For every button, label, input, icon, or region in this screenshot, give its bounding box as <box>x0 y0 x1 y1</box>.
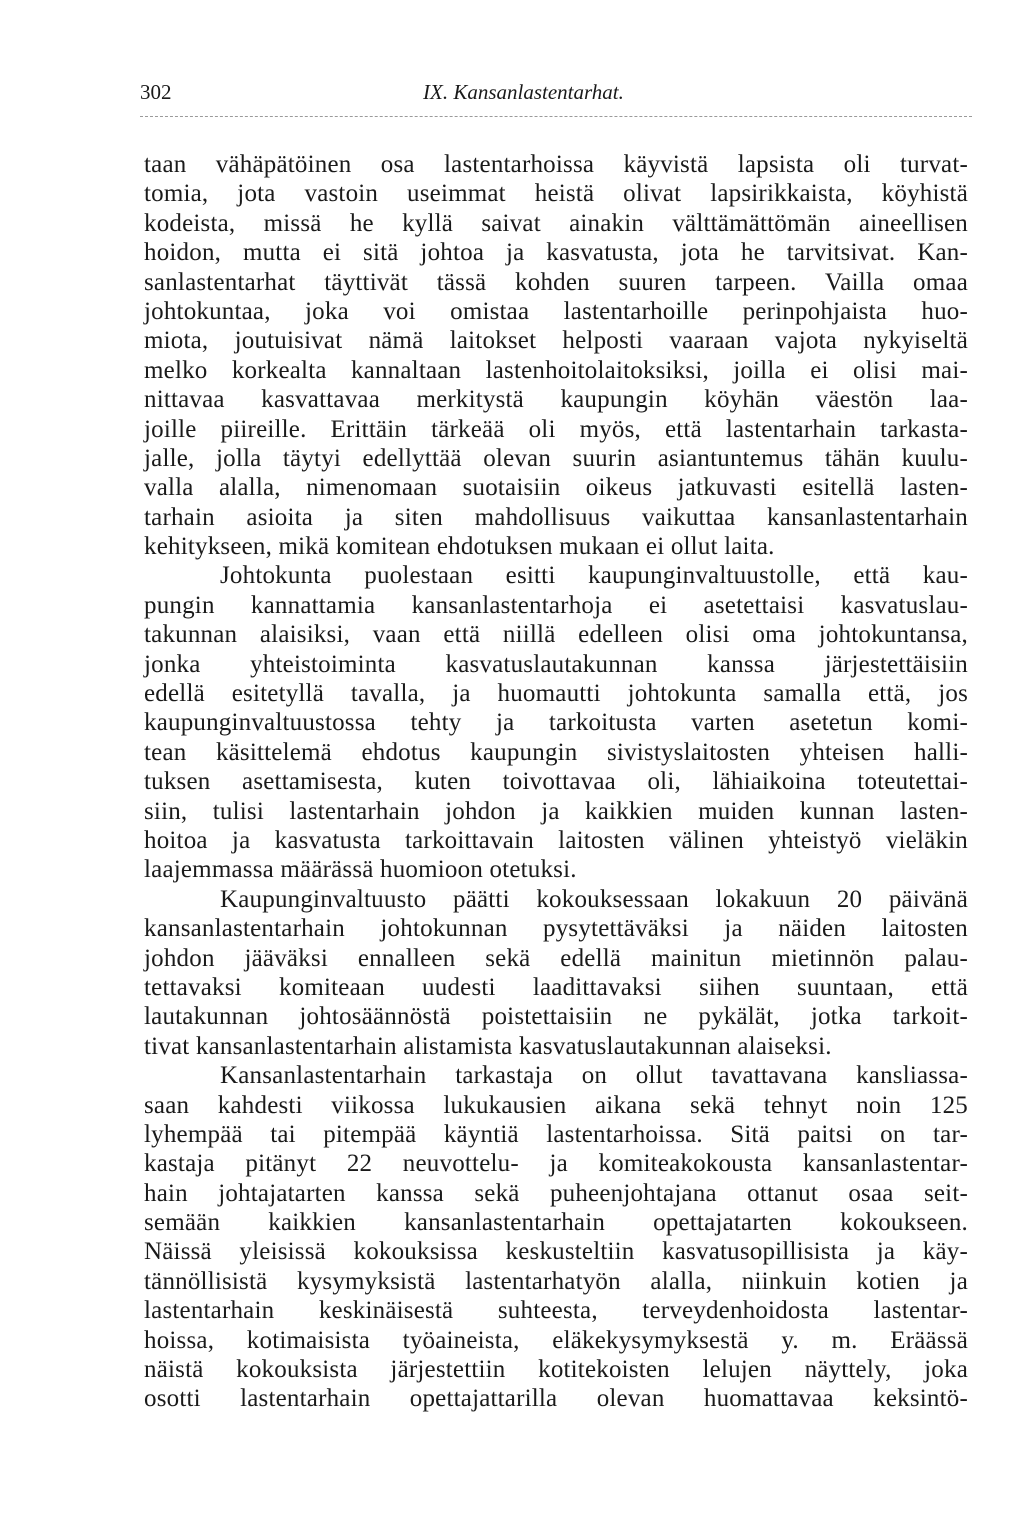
text-line: lyhempää tai pitempää käyntiä lastentarhoissa. Sitä paitsi on tar- <box>144 1120 968 1148</box>
text-line: hoitoa ja kasvatusta tarkoittavain laitosten välinen yhteistyö vieläkin <box>144 826 968 854</box>
text-line: hoissa, kotimaisista työaineista, eläkekysymyksestä y. m. Eräässä <box>144 1326 968 1354</box>
text-line: kaupunginvaltuustossa tehty ja tarkoitusta varten asetetun komi- <box>144 709 968 737</box>
text-line: tomia, jota vastoin useimmat heistä olivat lapsirikkaista, köyhistä <box>144 180 968 208</box>
text-line: hain johtajatarten kanssa sekä puheenjohtajana ottanut osaa seit- <box>144 1179 968 1207</box>
text-line: johtokuntaa, joka voi omistaa lastentarhoille perinpohjaista huo- <box>144 297 968 325</box>
text-line: kastaja pitänyt 22 neuvottelu- ja komiteakokousta kansanlastentar- <box>144 1150 968 1178</box>
text-line: laajemmassa määrässä huomioon otetuksi. <box>144 856 577 884</box>
text-line: tarhain asioita ja siten mahdollisuus vaikuttaa kansanlastentarhain <box>144 503 968 531</box>
text-line: tean käsittelemä ehdotus kaupungin sivistyslaitosten yhteisen halli- <box>144 738 968 766</box>
text-line: kansanlastentarhain johtokunnan pysytettäväksi ja näiden laitosten <box>144 915 968 943</box>
text-line: Johtokunta puolestaan esitti kaupunginvaltuustolle, että kau- <box>220 562 968 590</box>
text-line: saan kahdesti viikossa lukukausien aikana sekä tehnyt noin 125 <box>144 1091 968 1119</box>
header-rule <box>140 116 972 117</box>
page-number: 302 <box>140 80 172 104</box>
text-line: Näissä yleisissä kokouksissa keskusteltiin kasvatusopillisista ja käy- <box>144 1238 968 1266</box>
text-line: lautakunnan johtosäännöstä poistettaisiin ne pykälät, jotka tarkoit- <box>144 1003 968 1031</box>
text-line: tettavaksi komiteaan uudesti laadittavaksi siihen suuntaan, että <box>144 973 968 1001</box>
text-line: pungin kannattamia kansanlastentarhoja ei asetettaisi kasvatuslau- <box>144 591 968 619</box>
text-line: takunnan alaisiksi, vaan että niillä edelleen olisi oma johtokuntansa, <box>144 621 968 649</box>
chapter-title: IX. Kansanlastentarhat. <box>423 80 624 104</box>
text-line: kodeista, missä he kyllä saivat ainakin välttämättömän aineellisen <box>144 209 968 237</box>
body-text <box>144 150 968 1414</box>
text-line: Kansanlastentarhain tarkastaja on ollut tavattavana kansliassa- <box>220 1062 968 1090</box>
text-line: jalle, jolla täytyi edellyttää olevan suurin asiantuntemus tähän kuulu- <box>144 444 968 472</box>
text-line: valla alalla, nimenomaan suotaisiin oikeus jatkuvasti esitellä lasten- <box>144 474 968 502</box>
text-line: joille piireille. Erittäin tärkeää oli myös, että lastentarhain tarkasta- <box>144 415 968 443</box>
text-line: edellä esitetyllä tavalla, ja huomautti johtokunta samalla että, jos <box>144 680 968 708</box>
text-line: näistä kokouksista järjestettiin kotitekoisten lelujen näyttely, joka <box>144 1356 968 1384</box>
text-line: osotti lastentarhain opettajattarilla olevan huomattavaa keksintö- <box>144 1385 968 1413</box>
text-line: tivat kansanlastentarhain alistamista kasvatuslautakunnan alaiseksi. <box>144 1032 832 1060</box>
running-head <box>140 80 970 114</box>
text-line: kehitykseen, mikä komitean ehdotuksen mukaan ei ollut laita. <box>144 533 775 561</box>
text-line: melko korkealta kannaltaan lastenhoitolaitoksiksi, joilla ei olisi mai- <box>144 356 968 384</box>
text-line: jonka yhteistoiminta kasvatuslautakunnan kanssa järjestettäisiin <box>144 650 968 678</box>
text-line: semään kaikkien kansanlastentarhain opettajatarten kokoukseen. <box>144 1209 968 1237</box>
text-line: tännöllisistä kysymyksistä lastentarhatyön alalla, niinkuin kotien ja <box>144 1267 968 1295</box>
text-line: tuksen asettamisesta, kuten toivottavaa oli, lähiaikoina toteutettai- <box>144 768 968 796</box>
text-line: miota, joutuisivat nämä laitokset helposti vaaraan vajota nykyiseltä <box>144 327 968 355</box>
text-line: lastentarhain keskinäisestä suhteesta, terveydenhoidosta lastentar- <box>144 1297 968 1325</box>
text-line: sanlastentarhat täyttivät tässä kohden suuren tarpeen. Vailla omaa <box>144 268 968 296</box>
text-line: taan vähäpätöinen osa lastentarhoissa käyvistä lapsista oli turvat- <box>144 151 968 178</box>
text-line: hoidon, mutta ei sitä johtoa ja kasvatusta, jota he tarvitsivat. Kan- <box>144 239 968 267</box>
text-line: johdon jääväksi ennalleen sekä edellä mainitun mietinnön palau- <box>144 944 968 972</box>
text-line: siin, tulisi lastentarhain johdon ja kaikkien muiden kunnan lasten- <box>144 797 968 825</box>
text-line: Kaupunginvaltuusto päätti kokouksessaan lokakuun 20 päivänä <box>220 885 968 913</box>
text-line: nittavaa kasvattavaa merkitystä kaupungin köyhän väestön laa- <box>144 386 968 414</box>
